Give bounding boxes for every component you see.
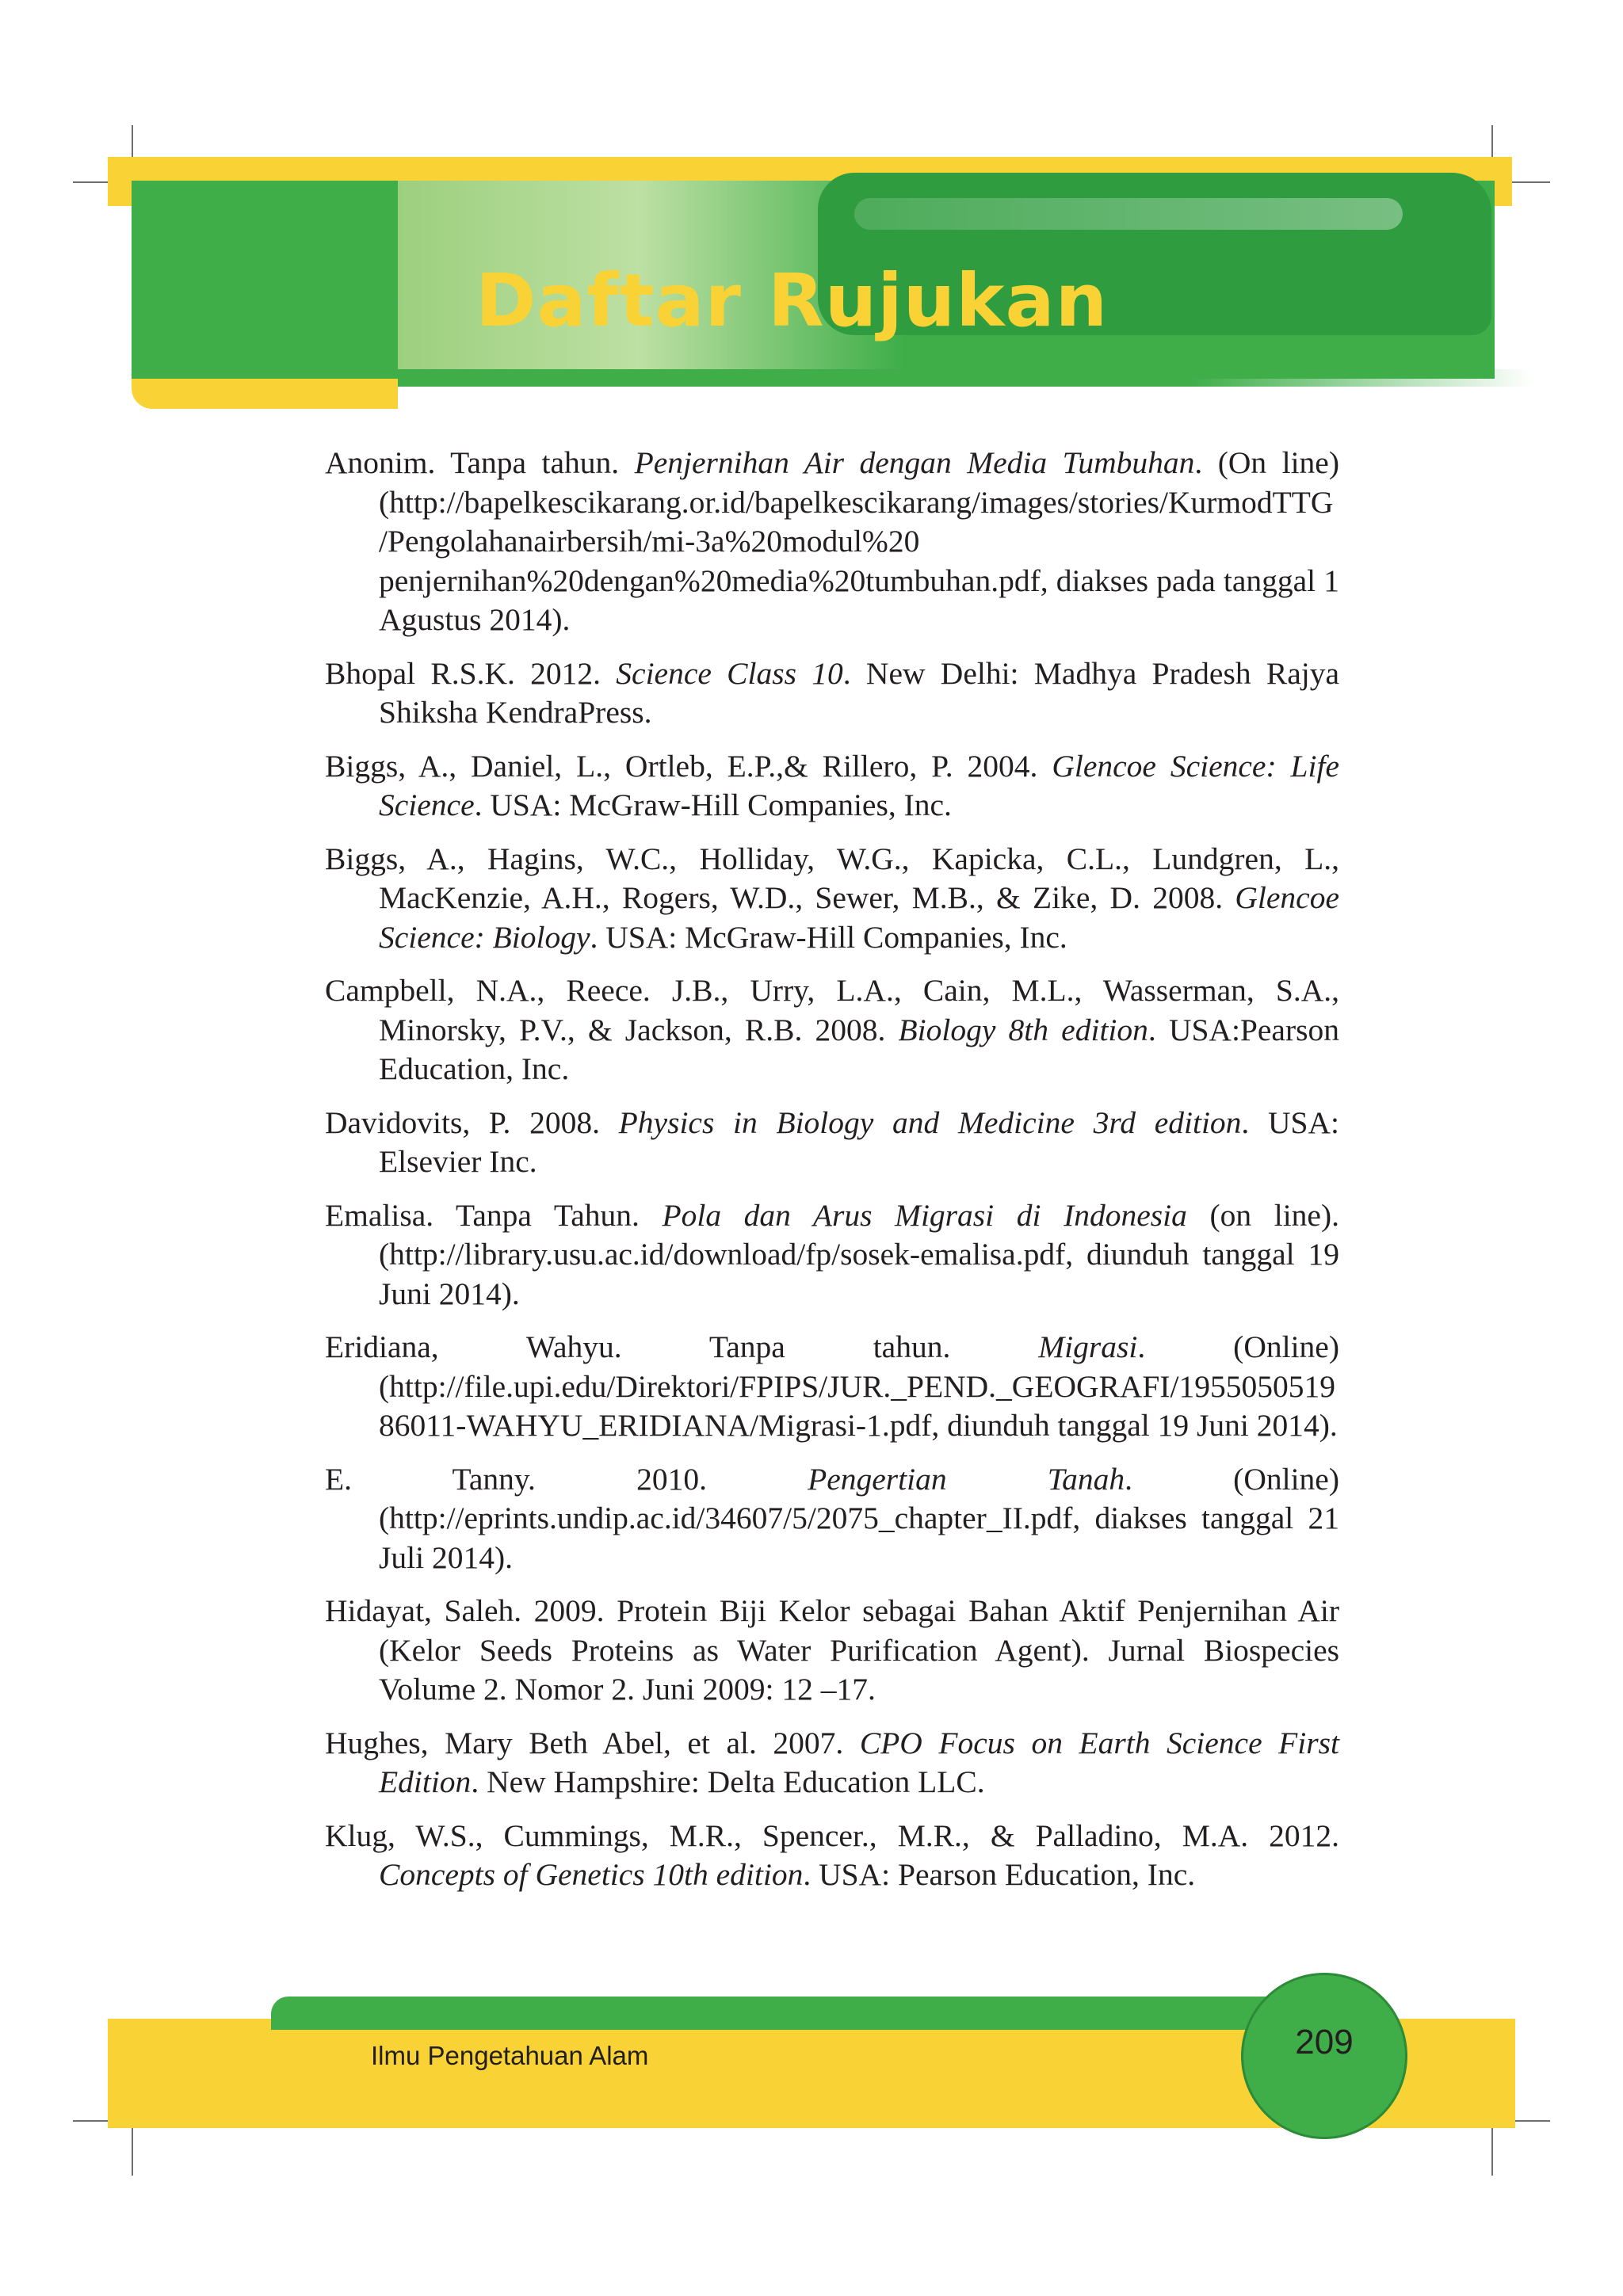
reference-entry bbox=[325, 840, 1339, 958]
reference-text: Hidayat, Saleh. 2009. Protein Biji Kelor sebagai Bahan Aktif Penjernihan Air (Kelor Seeds Proteins as Water Purification Agent). Jurnal Biospecies Volume 2. Nomor 2. Juni 2009: 12 –17. bbox=[325, 1593, 1339, 1707]
header-tab-highlight bbox=[854, 198, 1403, 230]
reference-entry bbox=[325, 1328, 1339, 1446]
reference-text: . (Online)(http://file.upi.edu/Direktori/FPIPS/JUR._PEND._GEOGRAFI/195505051986011-WAHYU_ERIDIANA/Migrasi-1.pdf, diunduh tanggal 19 Juni 2014). bbox=[379, 1329, 1339, 1443]
reference-title: Pola dan Arus Migrasi di Indonesia bbox=[662, 1197, 1187, 1233]
reference-entry bbox=[325, 1592, 1339, 1710]
reference-text: Biggs, A., Daniel, L., Ortleb, E.P.,& Rillero, P. 2004. bbox=[325, 748, 1052, 784]
reference-text: E. Tanny. 2010. bbox=[325, 1461, 808, 1497]
reference-text: Emalisa. Tanpa Tahun. bbox=[325, 1197, 663, 1233]
reference-entry bbox=[325, 747, 1339, 826]
header-green-block bbox=[132, 181, 398, 379]
reference-title: Biology 8th edition bbox=[898, 1012, 1148, 1047]
reference-title: Penjernihan Air dengan Media Tumbuhan bbox=[634, 445, 1195, 480]
reference-title: Pengertian Tanah bbox=[808, 1461, 1125, 1497]
page-title: Daftar Rujukan bbox=[475, 258, 1109, 343]
header-fade-strip bbox=[398, 369, 1533, 387]
reference-text: Klug, W.S., Cummings, M.R., Spencer., M.R., & Palladino, M.A. 2012. bbox=[325, 1817, 1339, 1853]
reference-entry bbox=[325, 1817, 1339, 1895]
page-number: 209 bbox=[1295, 2023, 1354, 2061]
reference-entry bbox=[325, 1460, 1339, 1578]
reference-entry bbox=[325, 1196, 1339, 1314]
reference-text: Campbell, N.A., Reece. J.B., Urry, L.A., Cain, M.L., Wasserman, S.A., Minorsky, P.V., & Jackson, R.B. 2008. bbox=[325, 973, 1339, 1047]
reference-text: Eridiana, Wahyu. Tanpa tahun. bbox=[325, 1329, 1039, 1364]
reference-title: Concepts of Genetics 10th edition bbox=[379, 1857, 804, 1892]
reference-title: Science Class 10 bbox=[616, 655, 843, 691]
reference-entry bbox=[325, 971, 1339, 1089]
reference-title: Glencoe Science: Biology bbox=[379, 880, 1339, 955]
reference-text: (on line). (http://library.usu.ac.id/download/fp/sosek-emalisa.pdf, diunduh tanggal 19 Juni 2014). bbox=[379, 1197, 1339, 1311]
reference-title: Physics in Biology and Medicine 3rd edition bbox=[618, 1104, 1242, 1140]
footer-book-title: Ilmu Pengetahuan Alam bbox=[371, 2041, 649, 2070]
reference-text: Davidovits, P. 2008. bbox=[325, 1104, 619, 1140]
reference-text: Biggs, A., Hagins, W.C., Holliday, W.G., Kapicka, C.L., Lundgren, L., MacKenzie, A.H., Rogers, W.D., Sewer, M.B., & Zike, D. 2008. bbox=[325, 841, 1339, 915]
reference-title: Migrasi bbox=[1038, 1329, 1138, 1364]
reference-text: . New Delhi: Madhya Pradesh Rajya Shiksha KendraPress. bbox=[379, 655, 1339, 730]
reference-text: . USA: McGraw-Hill Companies, Inc. bbox=[474, 788, 952, 822]
reference-text: . USA: Elsevier Inc. bbox=[379, 1104, 1339, 1179]
reference-entry bbox=[325, 1724, 1339, 1802]
reference-text: Anonim. Tanpa tahun. bbox=[325, 445, 635, 480]
reference-text: Bhopal R.S.K. 2012. bbox=[325, 655, 617, 691]
crop-mark bbox=[132, 2120, 133, 2176]
reference-text: . New Hampshire: Delta Education LLC. bbox=[471, 1764, 985, 1799]
reference-text: Hughes, Mary Beth Abel, et al. 2007. bbox=[325, 1725, 860, 1760]
crop-mark bbox=[1491, 2120, 1493, 2176]
reference-entry bbox=[325, 1104, 1339, 1182]
reference-entry bbox=[325, 654, 1339, 733]
reference-title: CPO Focus on Earth Science First Edition bbox=[379, 1725, 1339, 1799]
reference-text: . USA: McGraw-Hill Companies, Inc. bbox=[590, 919, 1067, 955]
reference-title: Glencoe Science: Life Science bbox=[379, 748, 1339, 822]
reference-text: . USA:Pearson Education, Inc. bbox=[379, 1012, 1339, 1086]
reference-text: . (On line)(http://bapelkescikarang.or.id/bapelkescikarang/images/stories/KurmodTTG/Pengolahanairbersih/mi-3a%20modul%20 penjernihan%20dengan%20media%20tumbuhan.pdf, diakses pada tanggal 1 Agustus 2014). bbox=[379, 445, 1339, 637]
footer-green-strip bbox=[271, 1997, 1293, 2030]
reference-entry bbox=[325, 444, 1339, 640]
reference-list bbox=[325, 444, 1339, 1909]
reference-text: . USA: Pearson Education, Inc. bbox=[803, 1857, 1196, 1892]
reference-text: . (Online)(http://eprints.undip.ac.id/34607/5/2075_chapter_II.pdf, diakses tanggal 21 Juli 2014). bbox=[379, 1461, 1339, 1575]
